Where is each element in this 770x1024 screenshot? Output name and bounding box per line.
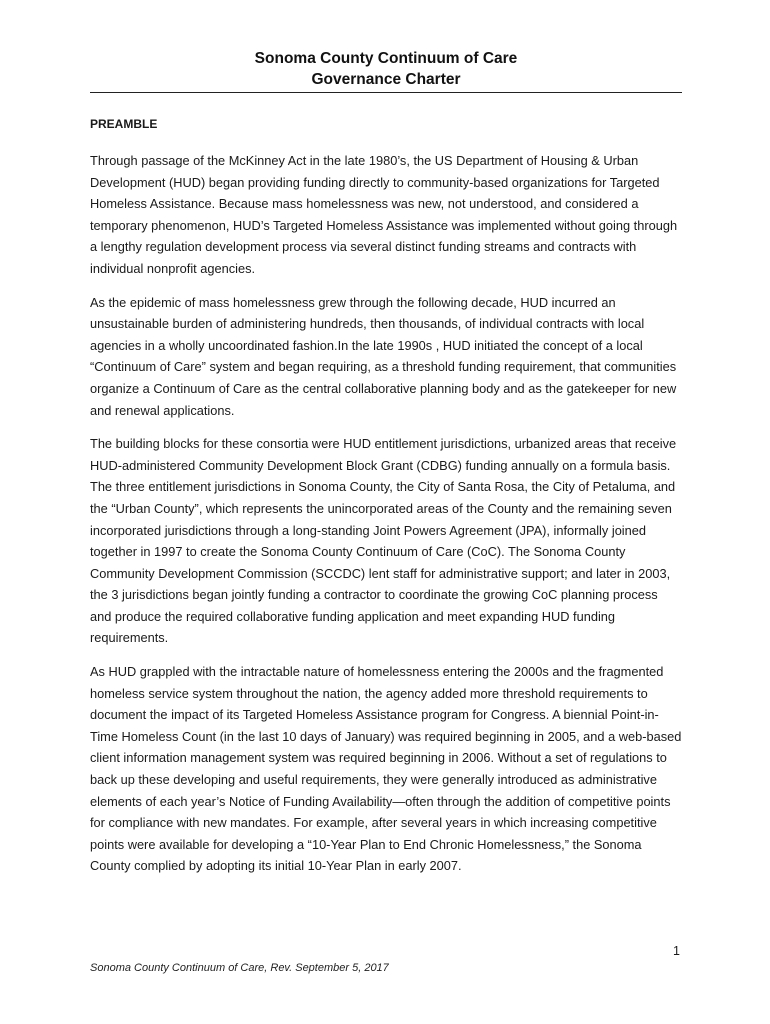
document-subtitle: Governance Charter	[311, 71, 461, 88]
paragraph-1: Through passage of the McKinney Act in the late 1980’s, the US Department of Housing & Urban Development (HUD) began providing funding directly to community-based organizations for Targeted Homeless Assistance. Because mass homelessness was new, not understood, and considered a temporary phenomenon, HUD’s Targeted Homeless Assistance was implemented without going through a lengthy regulation development process via several distinct funding streams and contracts with individual nonprofit agencies.	[90, 153, 678, 276]
page-number: 1	[673, 944, 680, 958]
document-title: Sonoma County Continuum of Care	[254, 50, 518, 67]
paragraph-3: The building blocks for these consortia were HUD entitlement jurisdictions, urbanized areas that receive HUD-administered Community Development Block Grant (CDBG) funding annually on a formula basis. The three entitlement jurisdictions in Sonoma County, the City of Santa Rosa, the City of Petaluma, and the “Urban County”, which represents the unincorporated areas of the County and the remaining seven incorporated jurisdictions through a long-standing Joint Powers Agreement (JPA), informally joined together in 1997 to create the Sonoma County Continuum of Care (CoC). The Sonoma County Community Development Commission (SCCDC) lent staff for administrative support; and later in 2003, the 3 jurisdictions began jointly funding a contractor to coordinate the growing CoC planning process and produce the required collaborative funding application and meet expanding HUD funding requirements.	[90, 436, 677, 646]
paragraph-2: As the epidemic of mass homelessness grew through the following decade, HUD incurred an unsustainable burden of administering hundreds, then thousands, of individual contracts with local agencies in a wholly uncoordinated fashion.In the late 1990s , HUD initiated the concept of a local “Continuum of Care” system and began requiring, as a threshold funding requirement, that communities organize a Continuum of Care as the central collaborative planning body and as the gatekeeper for new and renewal applications.	[90, 294, 677, 418]
title-divider	[90, 92, 682, 93]
paragraph-4: As HUD grappled with the intractable nature of homelessness entering the 2000s and the fragmented homeless service system throughout the nation, the agency added more threshold requirements to document the impact of its Targeted Homeless Assistance program for Congress. A biennial Point-in-Time Homeless Count (in the last 10 days of January) was required beginning in 2005, and a web-based client information management system was required beginning in 2006. Without a set of regulations to back up these developing and useful requirements, they were generally introduced as administrative elements of each year’s Notice of Funding Availability—often through the addition of competitive points for compliance with new mandates. For example, after several years in which increasing competitive points were available for developing a “10-Year Plan to End Chronic Homelessness,” the Sonoma County complied by adopting its initial 10-Year Plan in early 2007.	[90, 664, 682, 874]
section-heading: PREAMBLE	[90, 117, 158, 131]
body-text	[90, 150, 682, 889]
page-footer: Sonoma County Continuum of Care, Rev. September 5, 2017	[90, 962, 389, 974]
title-block	[90, 48, 682, 90]
